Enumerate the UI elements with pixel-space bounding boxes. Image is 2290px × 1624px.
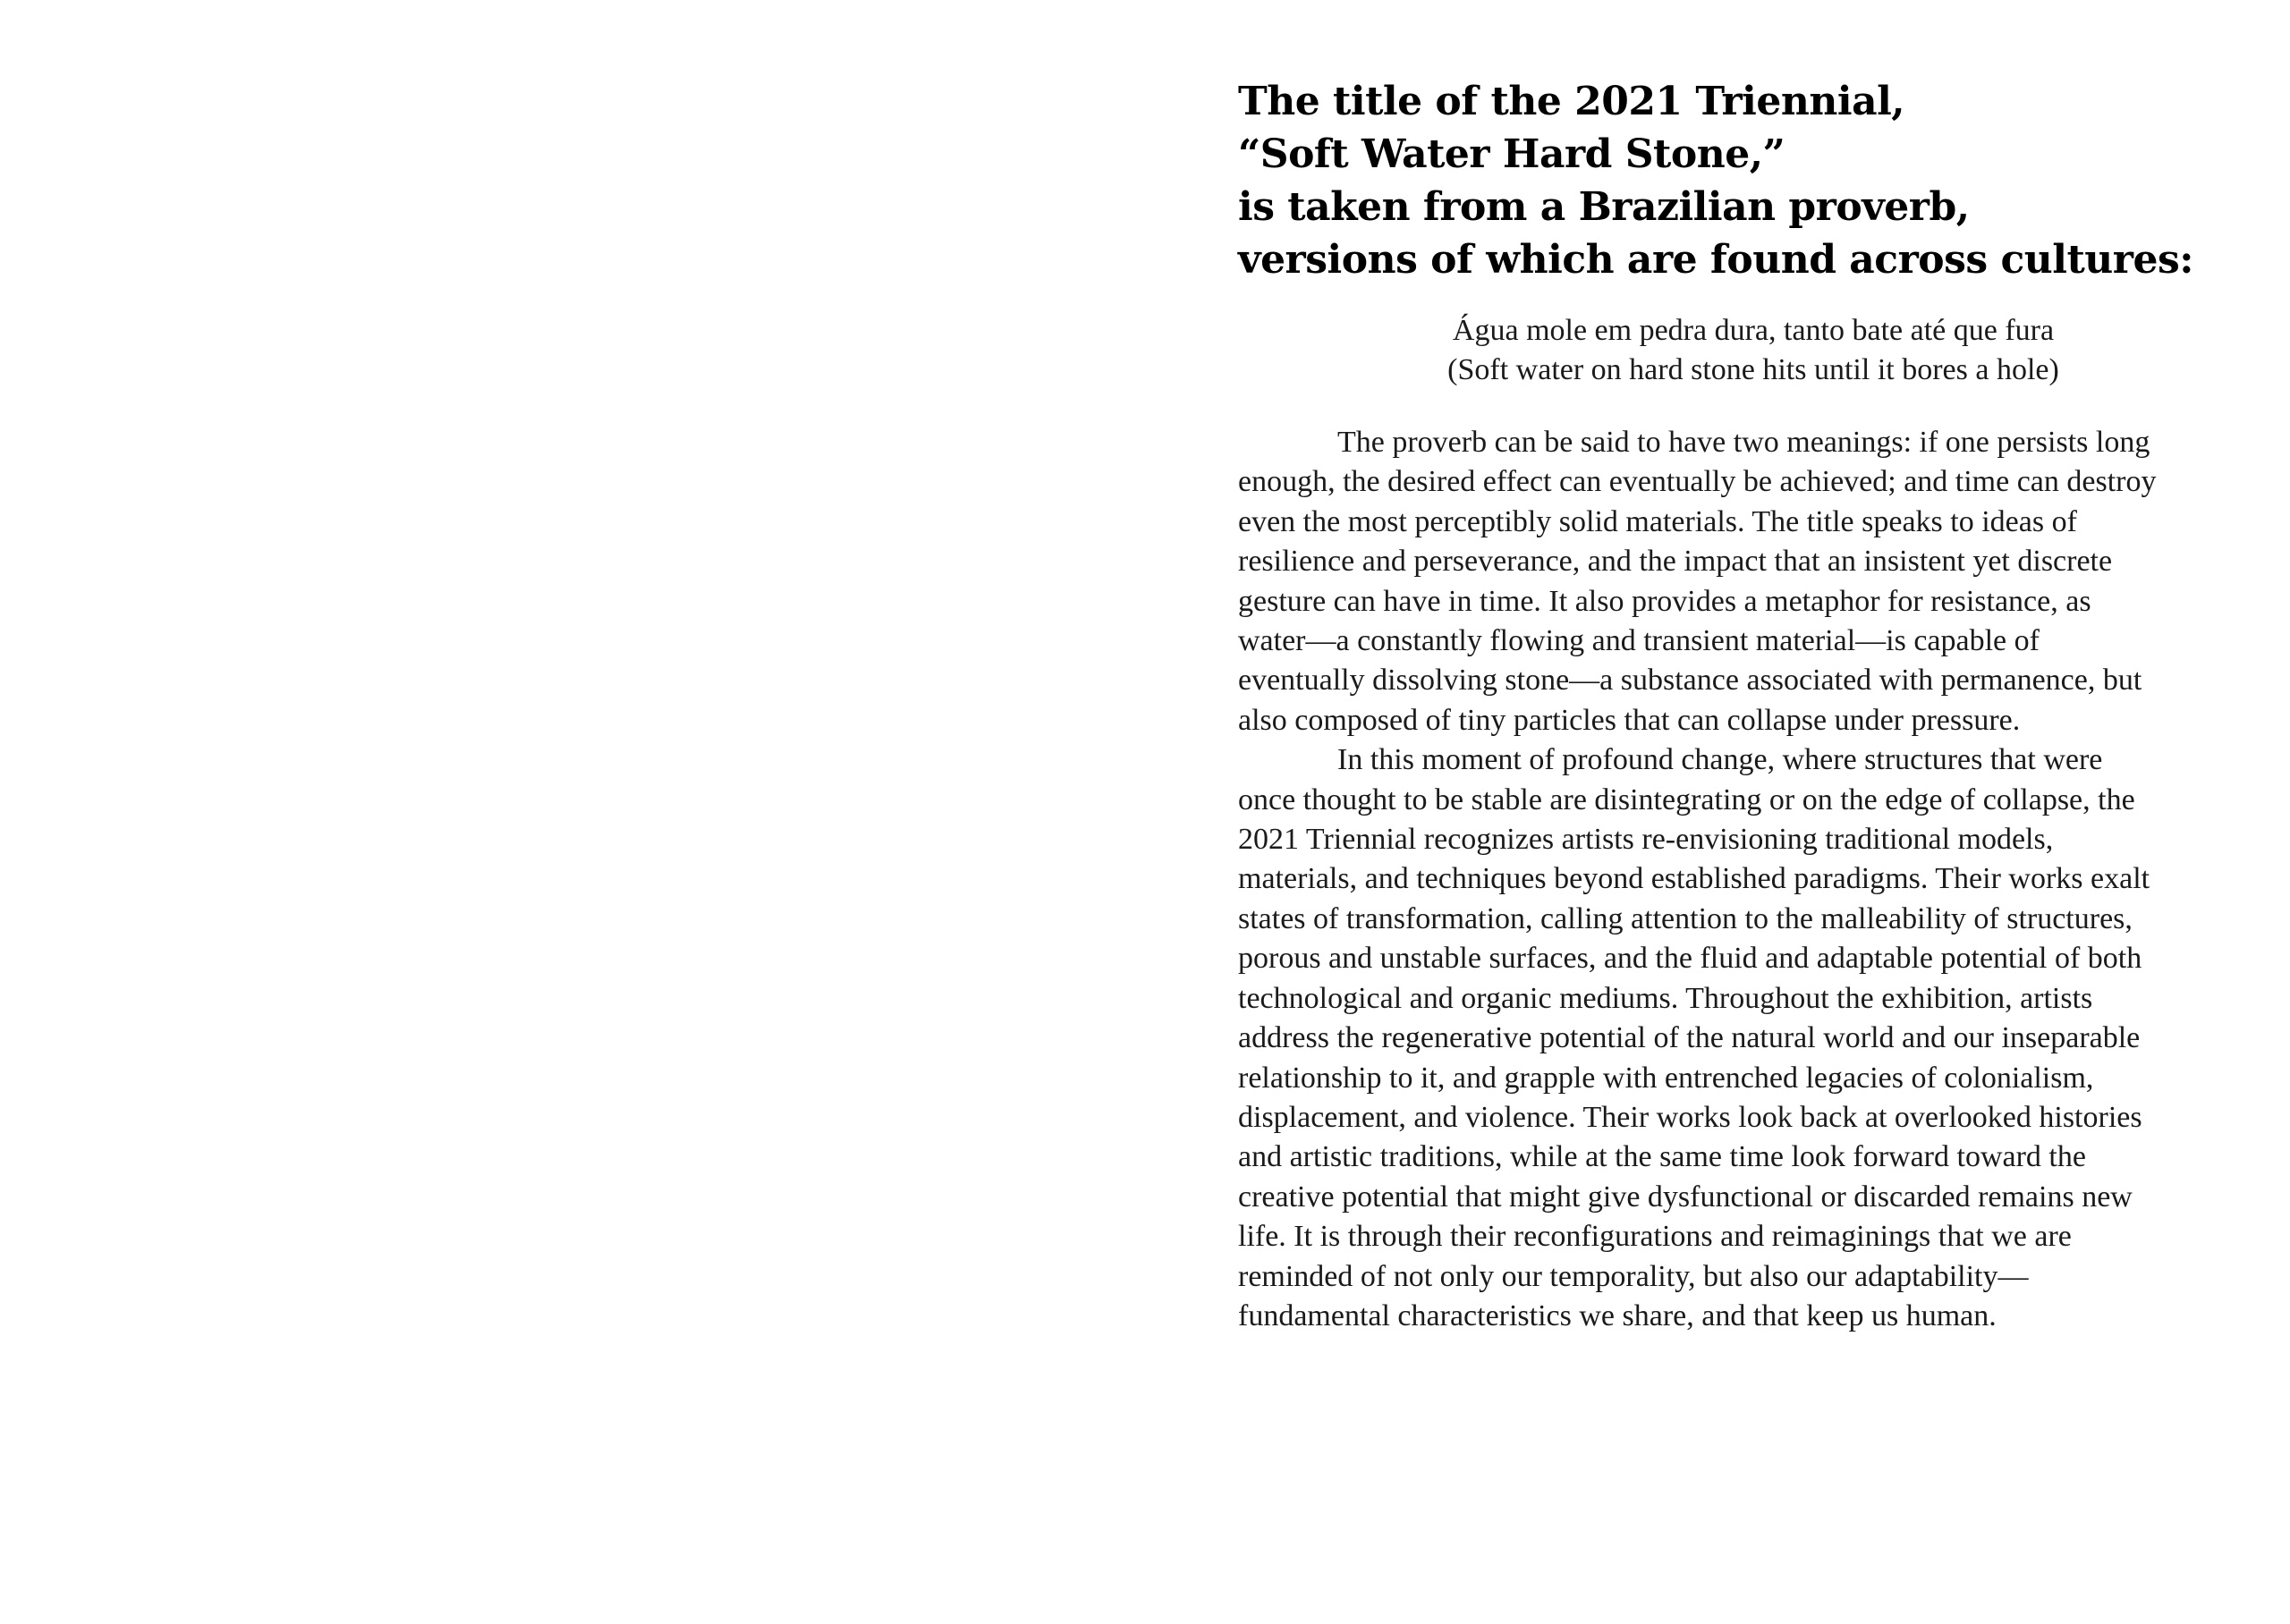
text-line: once thought to be stable are disintegrating or on the edge of collapse, the [1238, 782, 2135, 816]
right-page [1145, 0, 2290, 1624]
text-line: life. It is through their reconfigurations and reimaginings that we are [1238, 1220, 2072, 1254]
text-line: also composed of tiny particles that can collapse under pressure. [1238, 703, 2021, 737]
text-line: materials, and techniques beyond established paradigms. Their works exalt [1238, 862, 2150, 896]
text-line: reminded of not only our temporality, but also our adaptability— [1238, 1259, 2029, 1293]
text-line: gesture can have in time. It also provides a metaphor for resistance, as [1238, 584, 2091, 618]
text-line: states of transformation, calling attention to the malleability of structures, [1238, 901, 2133, 935]
paragraph-2 [1238, 740, 2240, 1336]
text-line: enough, the desired effect can eventually be achieved; and time can destroy [1238, 465, 2157, 499]
text-line: eventually dissolving stone—a substance associated with permanence, but [1238, 664, 2142, 698]
text-line: fundamental characteristics we share, and that keep us human. [1238, 1298, 1997, 1332]
text-line: resilience and perseverance, and the impact that an insistent yet discrete [1238, 545, 2113, 579]
text-line: displacement, and violence. Their works look back at overlooked histories [1238, 1100, 2142, 1134]
title-line: is taken from a Brazilian proverb, [1238, 184, 1970, 230]
text-line: relationship to it, and grapple with entrenched legacies of colonialism, [1238, 1061, 2094, 1095]
proverb-original: Água mole em pedra dura, tanto bate até que fura [1452, 314, 2055, 347]
text-line: porous and unstable surfaces, and the fluid and adaptable potential of both [1238, 942, 2142, 976]
text-line: creative potential that might give dysfunctional or discarded remains new [1238, 1180, 2133, 1214]
text-line: In this moment of profound change, where structures that were [1337, 743, 2103, 777]
text-line: address the regenerative potential of the natural world and our inseparable [1238, 1021, 2141, 1055]
text-line: and artistic traditions, while at the same time look forward toward the [1238, 1140, 2086, 1174]
title-line: “Soft Water Hard Stone,” [1238, 131, 1785, 177]
page-title [1238, 75, 2240, 286]
title-line: The title of the 2021 Triennial, [1238, 79, 1905, 124]
proverb-translation: (Soft water on hard stone hits until it bores a hole) [1447, 353, 2059, 386]
proverb-quote [1413, 311, 2093, 390]
body-text [1238, 423, 2240, 1336]
paragraph-1 [1238, 423, 2240, 740]
text-line: technological and organic mediums. Throughout the exhibition, artists [1238, 981, 2093, 1015]
text-line: 2021 Triennial recognizes artists re-envisioning traditional models, [1238, 823, 2054, 857]
text-line: water—a constantly flowing and transient material—is capable of [1238, 624, 2040, 658]
text-line: The proverb can be said to have two meanings: if one persists long [1337, 426, 2150, 459]
text-line: even the most perceptibly solid materials. The title speaks to ideas of [1238, 504, 2077, 538]
title-line: versions of which are found across cultures: [1238, 237, 2193, 283]
